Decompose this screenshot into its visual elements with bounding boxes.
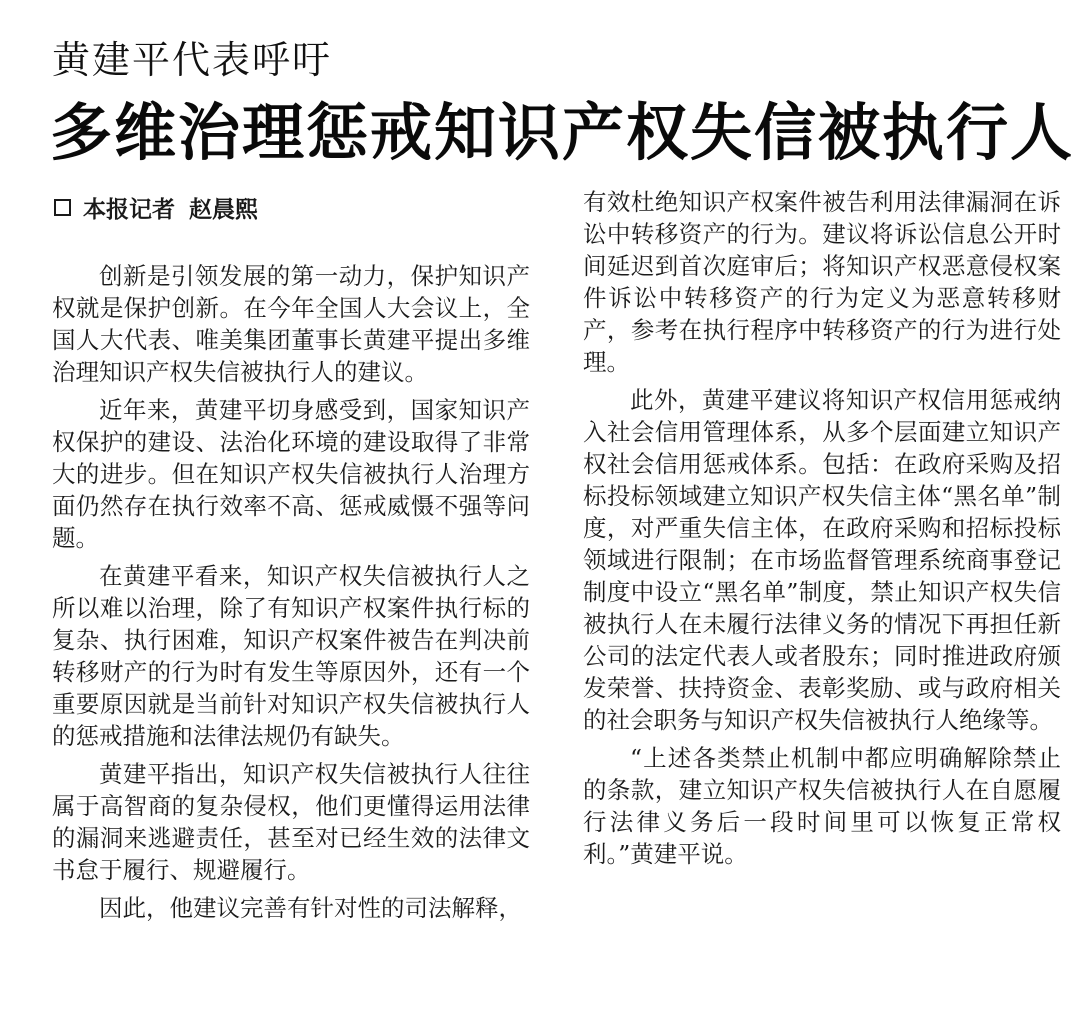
byline (54, 190, 258, 224)
paragraph: 黄建平指出，知识产权失信被执行人往往属于高智商的复杂侵权，他们更懂得运用法律的漏洞来逃避责任，甚至对已经生效的法律文书怠于履行、规避履行。 (52, 760, 530, 884)
byline-role: 本报记者 (83, 196, 175, 223)
paragraph-continuation: 有效杜绝知识产权案件被告利用法律漏洞在诉讼中转移资产的行为。建议将诉讼信息公开时间延迟到首次庭审后；将知识产权恶意侵权案件诉讼中转移资产的行为定义为恶意转移财产，参考在执行程序中转移资产的行为进行处理。 (583, 188, 1061, 376)
article-headline: 多维治理惩戒知识产权失信被执行人 (50, 96, 1075, 169)
article-kicker: 黄建平代表呼吁 (52, 38, 333, 82)
paragraph: 近年来，黄建平切身感受到，国家知识产权保护的建设、法治化环境的建设取得了非常大的进步。但在知识产权失信被执行人治理方面仍然存在执行效率不高、惩戒威慑不强等问题。 (52, 396, 530, 552)
article-column-left (52, 260, 530, 930)
paragraph: 此外，黄建平建议将知识产权信用惩戒纳入社会信用管理体系，从多个层面建立知识产权社会信用惩戒体系。包括：在政府采购及招标投标领域建立知识产权失信主体“黑名单”制度，对严重失信主体，在政府采购和招标投标领域进行限制；在市场监督管理系统商事登记制度中设立“黑名单”制度，禁止知识产权失信被执行人在未履行法律义务的情况下再担任新公司的法定代表人或者股东；同时推进政府颁发荣誉、扶持资金、表彰奖励、或与政府相关的社会职务与知识产权失信被执行人绝缘等。 (583, 386, 1061, 734)
byline-box-icon (54, 199, 71, 216)
article-column-right (583, 186, 1061, 876)
paragraph: 在黄建平看来，知识产权失信被执行人之所以难以治理，除了有知识产权案件执行标的复杂、执行困难，知识产权案件被告在判决前转移财产的行为时有发生等原因外，还有一个重要原因就是当前针对知识产权失信被执行人的惩戒措施和法律法规仍有缺失。 (52, 562, 530, 750)
paragraph: “上述各类禁止机制中都应明确解除禁止的条款，建立知识产权失信被执行人在自愿履行法律义务后一段时间里可以恢复正常权利。”黄建平说。 (583, 744, 1061, 868)
byline-author: 赵晨熙 (189, 196, 258, 223)
paragraph: 创新是引领发展的第一动力，保护知识产权就是保护创新。在今年全国人大会议上，全国人大代表、唯美集团董事长黄建平提出多维治理知识产权失信被执行人的建议。 (52, 262, 530, 386)
paragraph: 因此，他建议完善有针对性的司法解释， (99, 894, 522, 922)
